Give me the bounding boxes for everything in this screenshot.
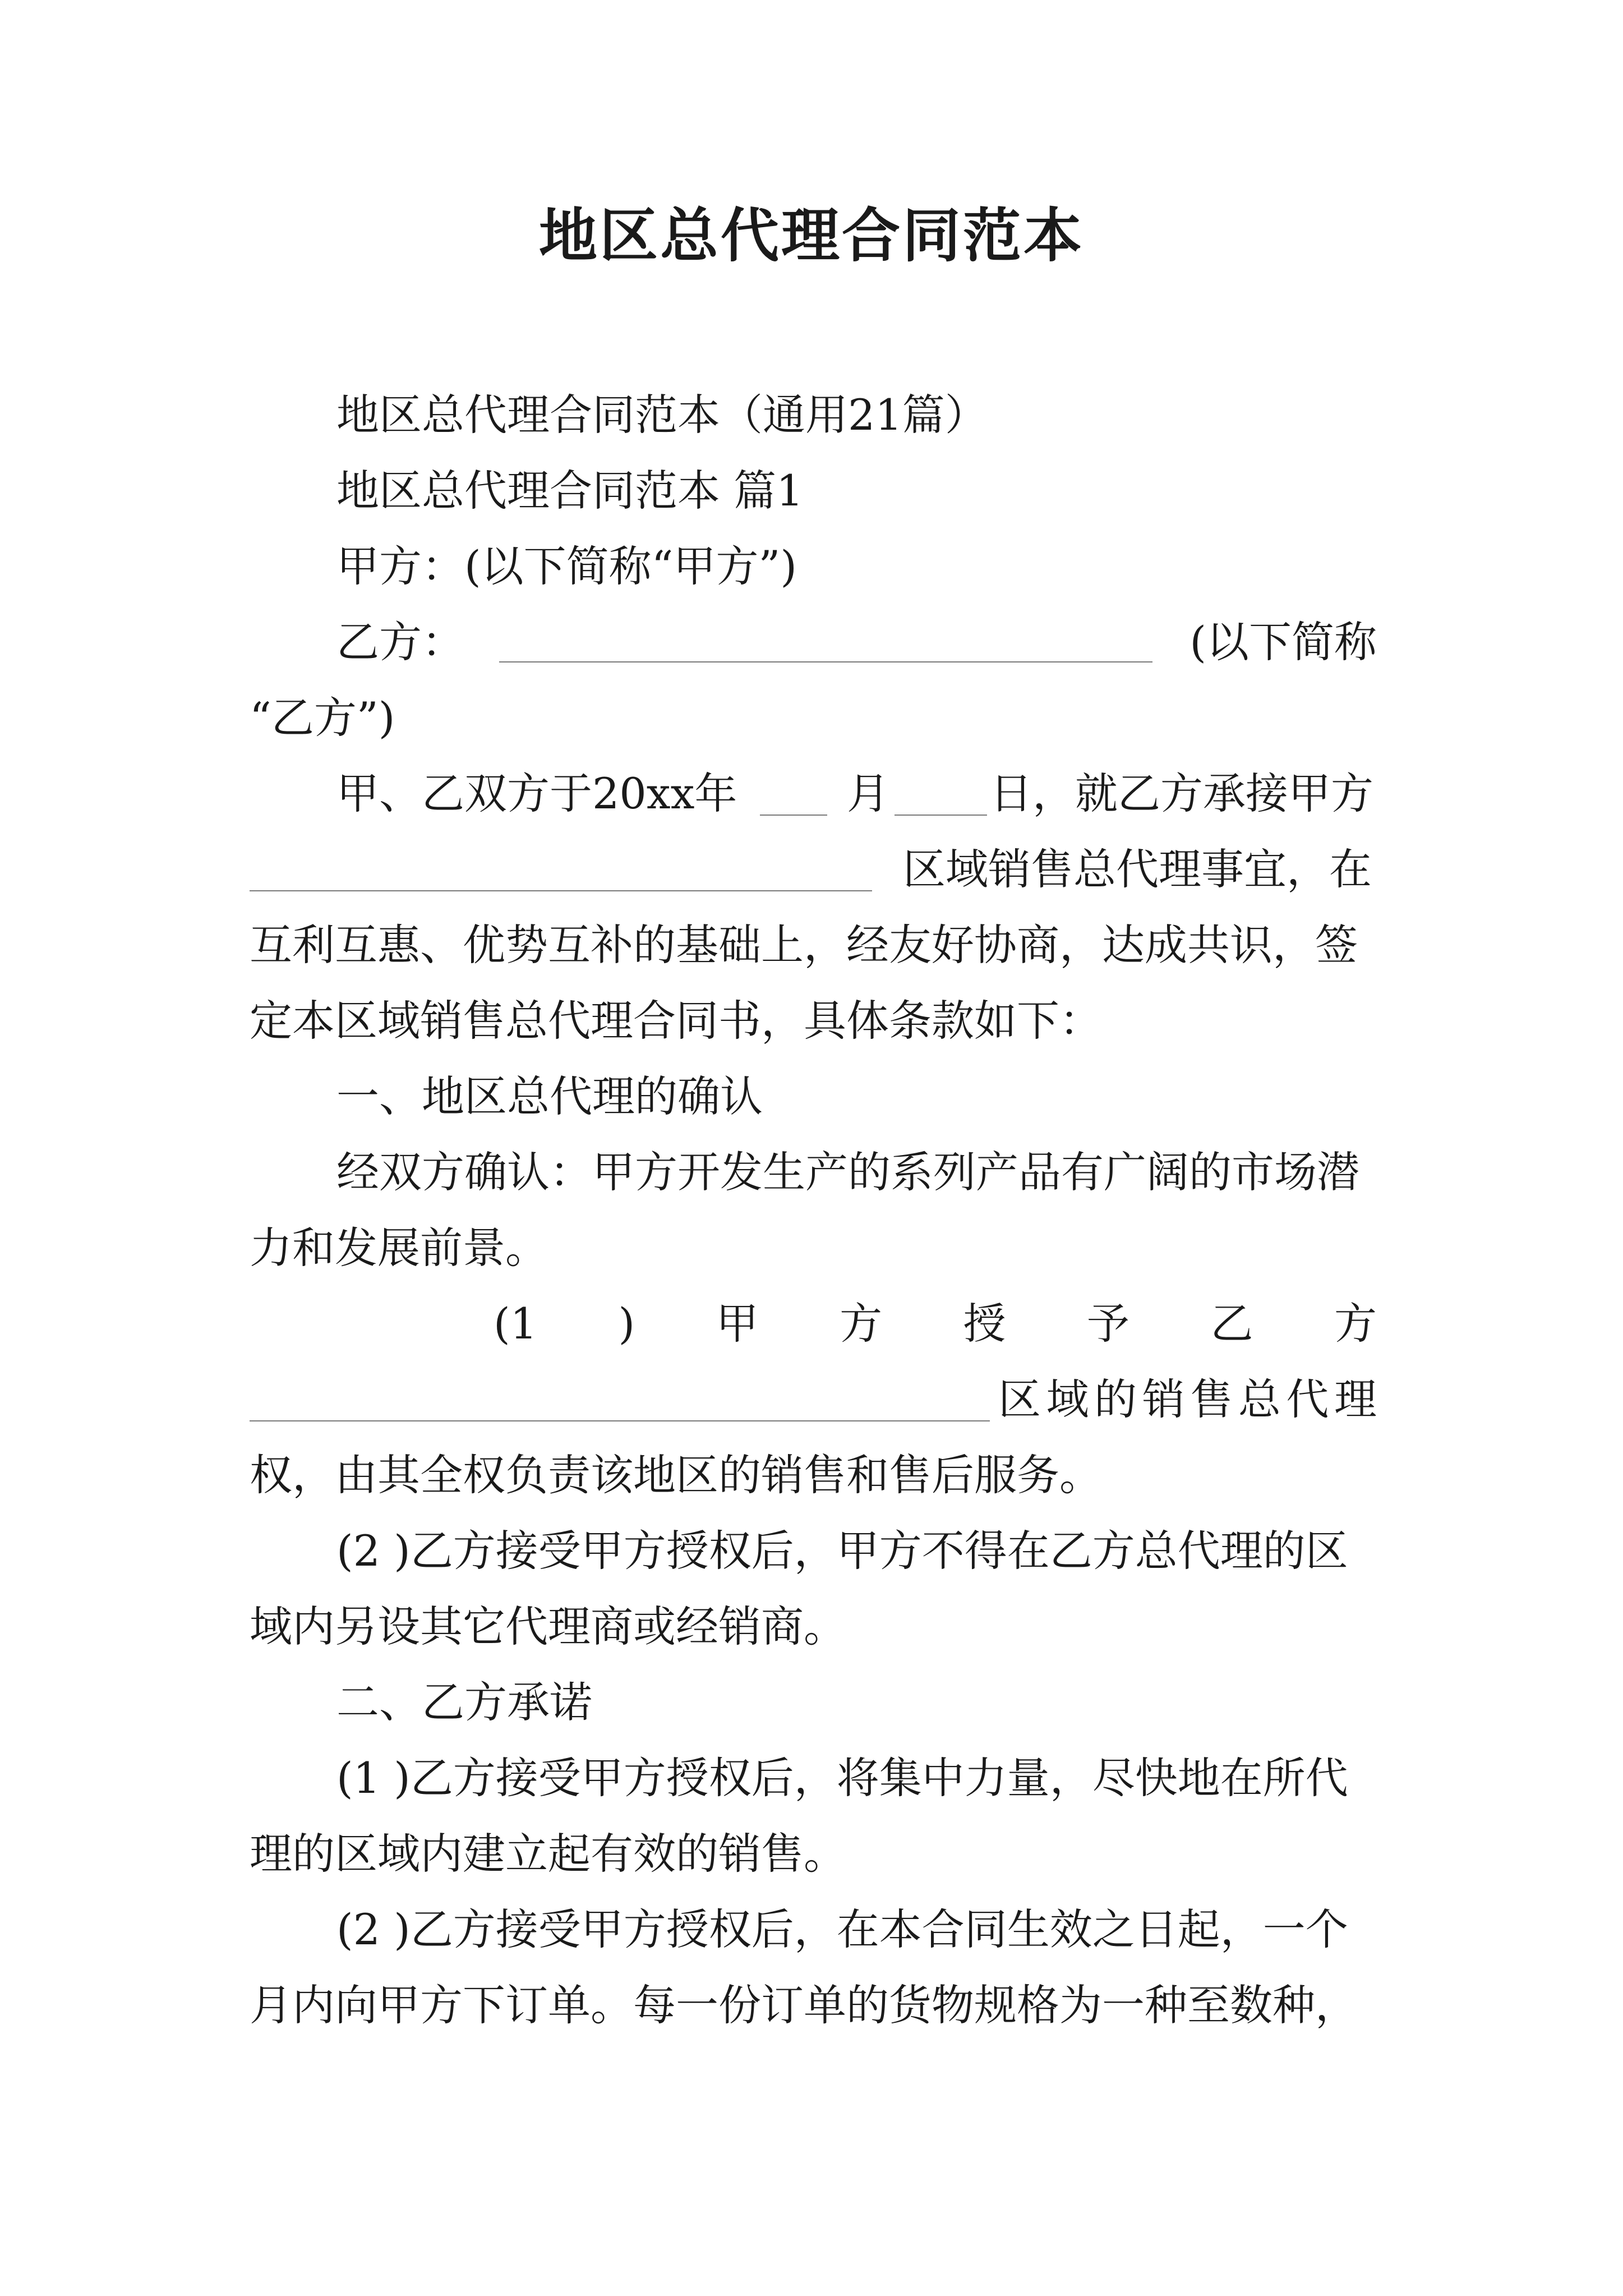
paragraph-line: 定本区域销售总代理合同书，具体条款如下： xyxy=(250,996,1102,1046)
clause-token: 乙 xyxy=(1210,1299,1253,1349)
party-a-line: 甲方：(以下简称“甲方”) xyxy=(336,541,797,591)
section-2-heading: 二、乙方承诺 xyxy=(336,1677,592,1727)
date-line-end: 日，就乙方承接甲方 xyxy=(990,769,1373,818)
paragraph-line: (2 )乙方接受甲方授权后，甲方不得在乙方总代理的区 xyxy=(336,1526,1348,1576)
clause-token: ) xyxy=(618,1299,635,1349)
clause-token: 授 xyxy=(963,1299,1006,1349)
clause-token: 甲 xyxy=(716,1299,759,1349)
region-blank-1 xyxy=(250,839,872,891)
clause-token: (1 xyxy=(494,1299,538,1349)
paragraph-line: 力和发展前景。 xyxy=(250,1223,548,1273)
region-agency-line: 区域的销售总代理 xyxy=(998,1374,1377,1424)
paragraph-line: 域内另设其它代理商或经销商。 xyxy=(250,1602,846,1651)
party-b-suffix: (以下简称 xyxy=(1189,617,1377,667)
clause-token: 予 xyxy=(1087,1299,1130,1349)
section-heading-line: 地区总代理合同范本 篇1 xyxy=(336,466,804,516)
clause-token: 方 xyxy=(840,1299,883,1349)
paragraph-line: 经双方确认：甲方开发生产的系列产品有广阔的市场潜 xyxy=(336,1147,1359,1197)
paragraph-line: 互利互惠、优势互补的基础上，经友好协商，达成共识，签 xyxy=(250,920,1358,970)
document-title: 地区总代理合同范本 xyxy=(538,201,1084,270)
clause-1-1-line xyxy=(494,1296,1377,1352)
day-blank xyxy=(895,763,987,816)
paragraph-line: 月内向甲方下订单。每一份订单的货物规格为一种至数种， xyxy=(250,1980,1358,2030)
region-line: 区域销售总代理事宜，在 xyxy=(903,844,1372,894)
subtitle-line: 地区总代理合同范本（通用21篇） xyxy=(336,390,988,440)
party-b-label: 乙方： xyxy=(336,617,464,667)
month-blank xyxy=(760,763,827,816)
paragraph-line: 权，由其全权负责该地区的销售和售后服务。 xyxy=(250,1450,1102,1500)
paragraph-line: (1 )乙方接受甲方授权后，将集中力量，尽快地在所代 xyxy=(336,1753,1348,1803)
paragraph-line: 理的区域内建立起有效的销售。 xyxy=(250,1829,846,1879)
date-line-start: 甲、乙双方于20xx年 xyxy=(336,769,737,818)
date-month-label: 月 xyxy=(847,769,889,818)
party-b-alias-line: “乙方”) xyxy=(250,693,395,743)
clause-token: 方 xyxy=(1334,1299,1377,1349)
party-b-blank xyxy=(499,609,1152,662)
section-1-heading: 一、地区总代理的确认 xyxy=(336,1071,763,1121)
paragraph-line: (2 )乙方接受甲方授权后，在本合同生效之日起，一个 xyxy=(336,1904,1348,1954)
region-blank-2 xyxy=(250,1369,990,1421)
